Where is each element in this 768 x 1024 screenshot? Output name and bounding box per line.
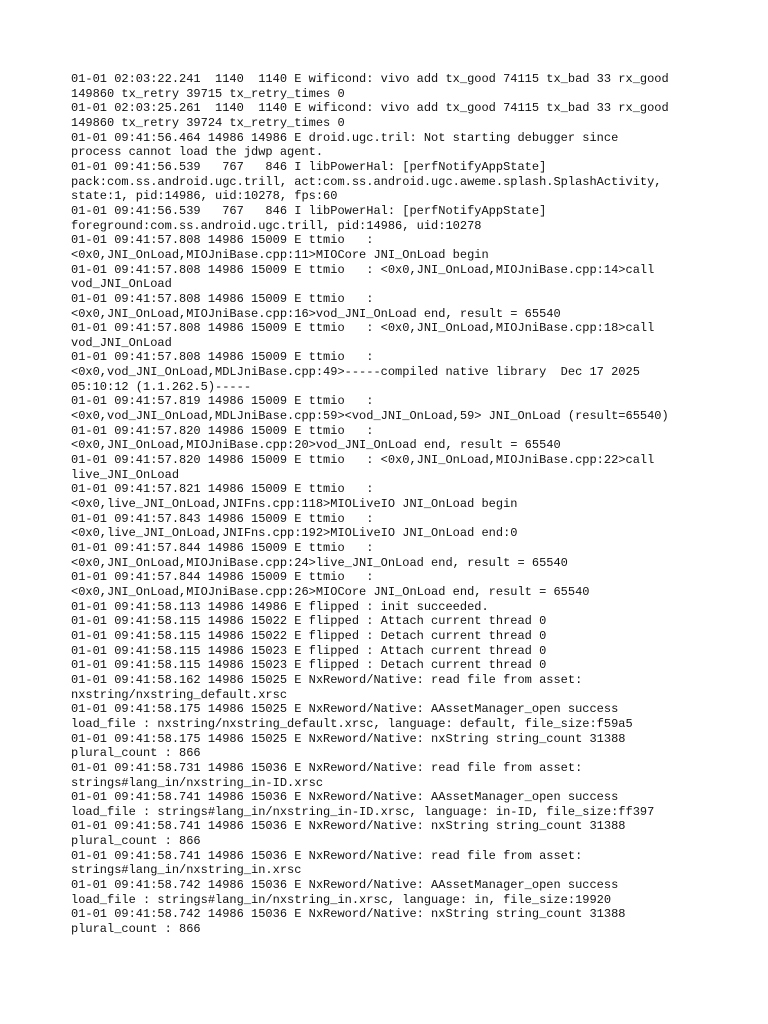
log-line: pack:com.ss.android.ugc.trill, act:com.ss.android.ugc.aweme.splash.SplashActivity, [71,174,662,189]
log-line: <0x0,JNI_OnLoad,MIOJniBase.cpp:20>vod_JNI_OnLoad end, result = 65540 [71,438,561,453]
log-line: <0x0,JNI_OnLoad,MIOJniBase.cpp:26>MIOCore JNI_OnLoad end, result = 65540 [71,584,590,599]
log-line: 01-01 09:41:58.115 14986 15023 E flipped : Detach current thread 0 [71,658,547,673]
log-line: <0x0,vod_JNI_OnLoad,MDLJniBase.cpp:59><vod_JNI_OnLoad,59> JNI_OnLoad (result=65540) [71,409,669,424]
log-line: <0x0,JNI_OnLoad,MIOJniBase.cpp:11>MIOCore JNI_OnLoad begin [71,247,489,262]
log-line: 01-01 09:41:58.162 14986 15025 E NxReword/Native: read file from asset: [71,672,583,687]
log-line: plural_count : 866 [71,746,201,761]
log-line: 01-01 02:03:22.241 1140 1140 E wificond: vivo add tx_good 74115 tx_bad 33 rx_good [71,72,669,86]
log-line: 01-01 09:41:58.175 14986 15025 E NxReword/Native: nxString string_count 31388 [71,731,626,746]
log-line: 01-01 09:41:58.175 14986 15025 E NxReword/Native: AAssetManager_open success [71,702,619,717]
log-line: 01-01 09:41:58.115 14986 15022 E flipped : Attach current thread 0 [71,614,547,629]
log-line: 01-01 09:41:58.741 14986 15036 E NxReword/Native: nxString string_count 31388 [71,819,626,834]
log-line: 01-01 09:41:58.741 14986 15036 E NxReword/Native: AAssetManager_open success [71,790,619,805]
log-line: 01-01 09:41:58.115 14986 15022 E flipped : Detach current thread 0 [71,628,547,643]
log-line: <0x0,vod_JNI_OnLoad,MDLJniBase.cpp:49>-----compiled native library Dec 17 2025 [71,365,640,380]
log-line: 01-01 09:41:57.821 14986 15009 E ttmio : [71,482,374,497]
log-line: 01-01 09:41:57.819 14986 15009 E ttmio : [71,394,374,409]
log-line: 01-01 09:41:58.742 14986 15036 E NxReword/Native: nxString string_count 31388 [71,907,626,922]
log-line: 05:10:12 (1.1.262.5)----- [71,379,252,394]
log-line: 01-01 09:41:57.844 14986 15009 E ttmio : [71,570,374,585]
log-line: 01-01 09:41:58.115 14986 15023 E flipped : Attach current thread 0 [71,643,547,658]
log-line: plural_count : 866 [71,834,201,849]
log-line: 01-01 09:41:57.808 14986 15009 E ttmio : [71,233,374,248]
log-line: strings#lang_in/nxstring_in-ID.xrsc [71,775,324,790]
log-line: 01-01 09:41:57.808 14986 15009 E ttmio : <0x0,JNI_OnLoad,MIOJniBase.cpp:14>call [71,262,655,277]
log-line: 01-01 09:41:57.808 14986 15009 E ttmio : [71,291,374,306]
log-line: nxstring/nxstring_default.xrsc [71,687,288,702]
log-line: 01-01 09:41:56.539 767 846 I libPowerHal: [perfNotifyAppState] [71,159,547,174]
log-line: 01-01 09:41:58.731 14986 15036 E NxReword/Native: read file from asset: [71,760,583,775]
log-line: state:1, pid:14986, uid:10278, fps:60 [71,189,338,204]
log-line: vod_JNI_OnLoad [71,277,172,292]
log-line: 01-01 09:41:58.113 14986 14986 E flipped : init succeeded. [71,599,489,614]
log-line: foreground:com.ss.android.ugc.trill, pid:14986, uid:10278 [71,218,482,233]
log-line: load_file : strings#lang_in/nxstring_in.xrsc, language: in, file_size:19920 [71,892,612,907]
log-line: 01-01 09:41:56.539 767 846 I libPowerHal: [perfNotifyAppState] [71,203,547,218]
log-line: <0x0,JNI_OnLoad,MIOJniBase.cpp:16>vod_JNI_OnLoad end, result = 65540 [71,306,561,321]
log-line: 149860 tx_retry 39724 tx_retry_times 0 [71,115,345,130]
log-line: plural_count : 866 [71,922,201,937]
log-line: load_file : nxstring/nxstring_default.xrsc, language: default, file_size:f59a5 [71,716,633,731]
log-line: 01-01 02:03:25.261 1140 1140 E wificond: vivo add tx_good 74115 tx_bad 33 rx_good [71,101,669,116]
log-line: 149860 tx_retry 39715 tx_retry_times 0 [71,86,345,101]
log-line: 01-01 09:41:57.820 14986 15009 E ttmio : <0x0,JNI_OnLoad,MIOJniBase.cpp:22>call [71,453,655,468]
log-line: process cannot load the jdwp agent. [71,145,324,160]
log-line: 01-01 09:41:58.742 14986 15036 E NxReword/Native: AAssetManager_open success [71,878,619,893]
log-line: 01-01 09:41:57.808 14986 15009 E ttmio : <0x0,JNI_OnLoad,MIOJniBase.cpp:18>call [71,321,655,336]
log-line: load_file : strings#lang_in/nxstring_in-ID.xrsc, language: in-ID, file_size:ff397 [71,804,655,819]
log-line: 01-01 09:41:57.843 14986 15009 E ttmio : [71,511,374,526]
log-line: 01-01 09:41:58.741 14986 15036 E NxReword/Native: read file from asset: [71,848,583,863]
log-text-block [71,72,721,937]
log-line: 01-01 09:41:57.820 14986 15009 E ttmio : [71,423,374,438]
log-line: live_JNI_OnLoad [71,467,180,482]
log-line: 01-01 09:41:57.808 14986 15009 E ttmio : [71,350,374,365]
log-line: <0x0,live_JNI_OnLoad,JNIFns.cpp:192>MIOLiveIO JNI_OnLoad end:0 [71,526,518,541]
log-line: 01-01 09:41:56.464 14986 14986 E droid.ugc.tril: Not starting debugger since [71,130,619,145]
log-line: <0x0,live_JNI_OnLoad,JNIFns.cpp:118>MIOLiveIO JNI_OnLoad begin [71,497,518,512]
log-line: strings#lang_in/nxstring_in.xrsc [71,863,302,878]
log-line: <0x0,JNI_OnLoad,MIOJniBase.cpp:24>live_JNI_OnLoad end, result = 65540 [71,555,568,570]
log-line: vod_JNI_OnLoad [71,335,172,350]
log-line: 01-01 09:41:57.844 14986 15009 E ttmio : [71,541,374,555]
